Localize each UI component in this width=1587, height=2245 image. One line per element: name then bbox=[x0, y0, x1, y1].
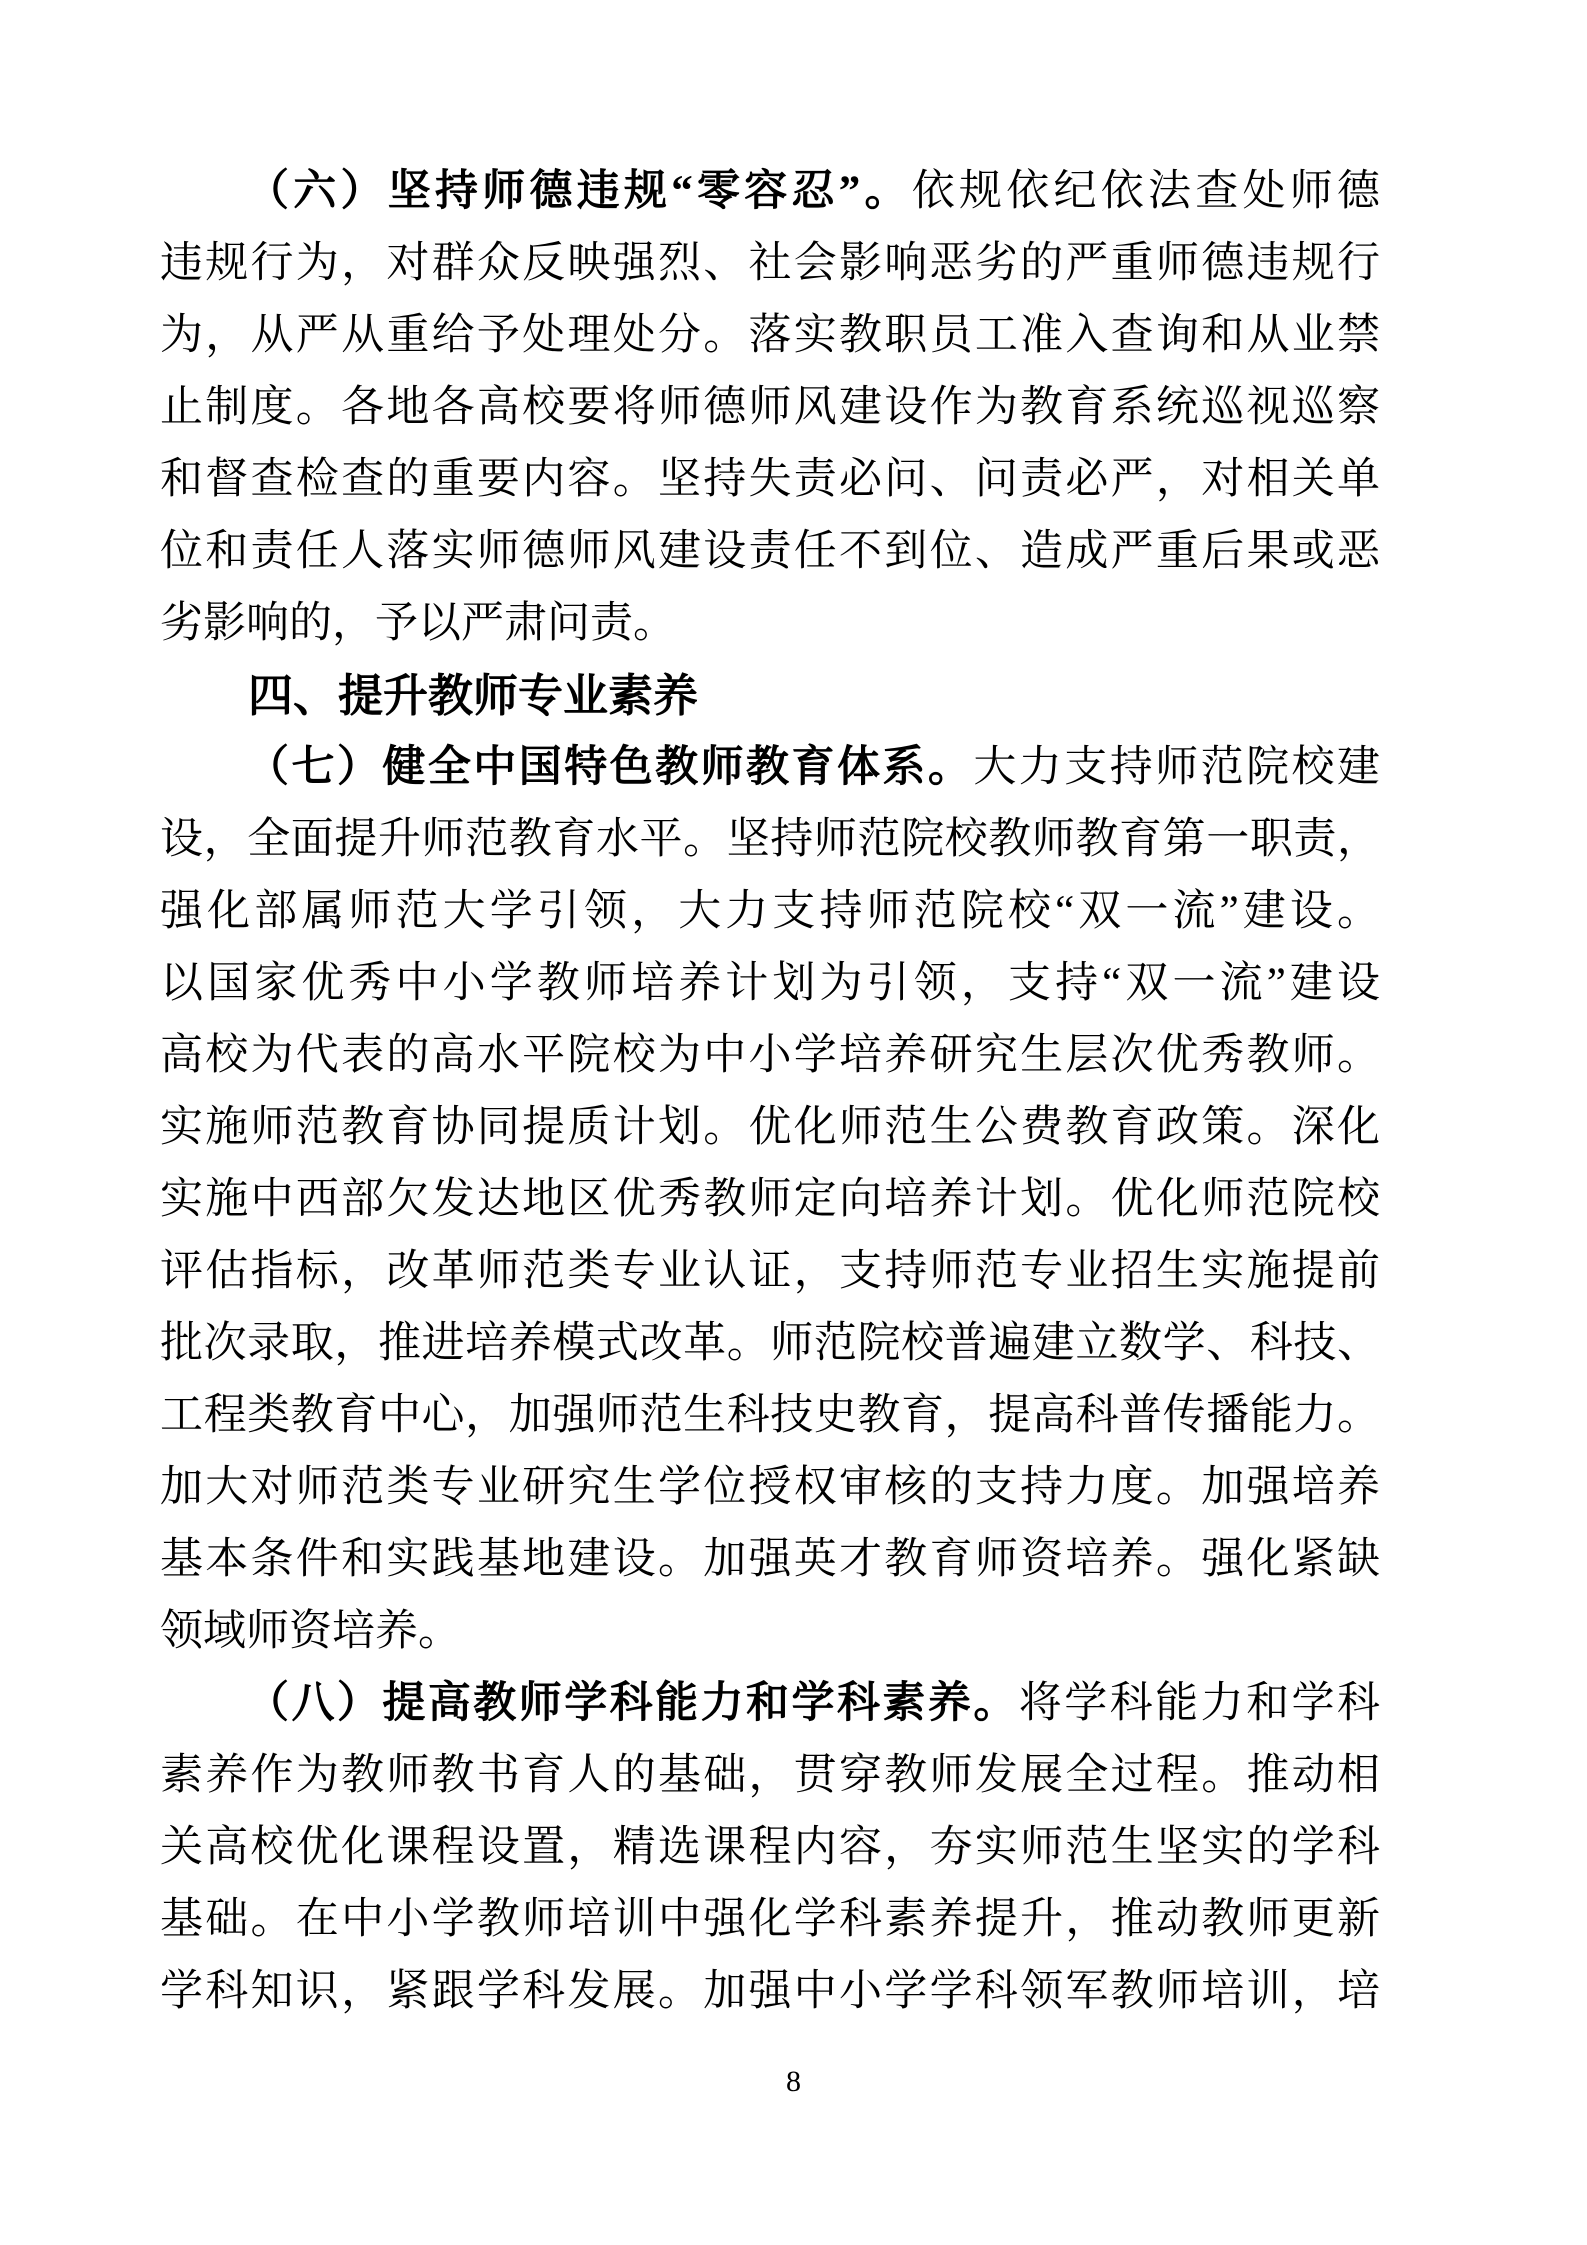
text-run: 实施中西部欠发达地区优秀教师定向培养计划。优化师范院校 bbox=[160, 1176, 1380, 1223]
document-body bbox=[160, 156, 1380, 2028]
text-run: 劣影响的，予以严肃问责。 bbox=[160, 600, 676, 647]
text-line bbox=[160, 156, 1380, 228]
text-run: 实施师范教育协同提质计划。优化师范生公费教育政策。深化 bbox=[160, 1104, 1380, 1151]
bold-text-run: （七）健全中国特色教师教育体系。 bbox=[246, 744, 974, 791]
page-number: 8 bbox=[786, 2065, 801, 2098]
text-line bbox=[160, 1092, 1380, 1164]
text-line bbox=[160, 1740, 1380, 1812]
text-line bbox=[160, 1308, 1380, 1380]
text-run: 依规依纪依法查处师德 bbox=[911, 168, 1380, 215]
text-line bbox=[160, 1164, 1380, 1236]
text-run: 关高校优化课程设置，精选课程内容，夯实师范生坚实的学科 bbox=[160, 1824, 1380, 1871]
text-run: 高校为代表的高水平院校为中小学培养研究生层次优秀教师。 bbox=[160, 1032, 1380, 1079]
text-run: 止制度。各地各高校要将师德师风建设作为教育系统巡视巡察 bbox=[160, 384, 1380, 431]
text-run: 将学科能力和学科 bbox=[1018, 1680, 1381, 1727]
text-run: 领域师资培养。 bbox=[160, 1608, 461, 1655]
text-run: 位和责任人落实师德师风建设责任不到位、造成严重后果或恶 bbox=[160, 528, 1380, 575]
text-line bbox=[160, 1956, 1380, 2028]
text-run: 和督查检查的重要内容。坚持失责必问、问责必严，对相关单 bbox=[160, 456, 1380, 503]
text-run: 评估指标，改革师范类专业认证，支持师范专业招生实施提前 bbox=[160, 1248, 1380, 1295]
text-run: 基本条件和实践基地建设。加强英才教育师资培养。强化紧缺 bbox=[160, 1536, 1380, 1583]
bold-text-run: （八）提高教师学科能力和学科素养。 bbox=[246, 1680, 1019, 1727]
text-run: 加大对师范类专业研究生学位授权审核的支持力度。加强培养 bbox=[160, 1464, 1380, 1511]
text-line bbox=[160, 372, 1380, 444]
text-run: 工程类教育中心，加强师范生科技史教育，提高科普传播能力。 bbox=[160, 1392, 1380, 1439]
bold-text-run: 四、提升教师专业素养 bbox=[248, 670, 699, 721]
text-line bbox=[160, 948, 1380, 1020]
text-line bbox=[160, 1452, 1380, 1524]
text-line bbox=[160, 732, 1380, 804]
text-run: 违规行为，对群众反映强烈、社会影响恶劣的严重师德违规行 bbox=[160, 240, 1380, 287]
text-run: 基础。在中小学教师培训中强化学科素养提升，推动教师更新 bbox=[160, 1896, 1380, 1943]
text-line bbox=[160, 1524, 1380, 1596]
text-run: 素养作为教师教书育人的基础，贯穿教师发展全过程。推动相 bbox=[160, 1752, 1380, 1799]
text-line bbox=[160, 1236, 1380, 1308]
text-line bbox=[160, 1020, 1380, 1092]
text-line bbox=[160, 516, 1380, 588]
text-run: 以国家优秀中小学教师培养计划为引领，支持“双一流”建设 bbox=[160, 960, 1380, 1007]
text-line bbox=[160, 588, 1380, 660]
text-run: 学科知识，紧跟学科发展。加强中小学学科领军教师培训，培 bbox=[160, 1968, 1380, 2015]
section-heading bbox=[160, 660, 1380, 732]
text-run: 大力支持师范院校建 bbox=[973, 744, 1381, 791]
text-line bbox=[160, 804, 1380, 876]
text-line bbox=[160, 444, 1380, 516]
text-line bbox=[160, 1380, 1380, 1452]
text-line bbox=[160, 1812, 1380, 1884]
text-line bbox=[160, 228, 1380, 300]
text-line bbox=[160, 300, 1380, 372]
text-run: 设，全面提升师范教育水平。坚持师范院校教师教育第一职责， bbox=[160, 816, 1380, 863]
text-run: 批次录取，推进培养模式改革。师范院校普遍建立数学、科技、 bbox=[160, 1320, 1380, 1367]
text-line bbox=[160, 1668, 1380, 1740]
text-run: 为，从严从重给予处理处分。落实教职员工准入查询和从业禁 bbox=[160, 312, 1380, 359]
text-line bbox=[160, 1884, 1380, 1956]
text-line bbox=[160, 1596, 1380, 1668]
text-line bbox=[160, 876, 1380, 948]
bold-text-run: （六）坚持师德违规“零容忍”。 bbox=[246, 168, 912, 215]
text-run: 强化部属师范大学引领，大力支持师范院校“双一流”建设。 bbox=[160, 888, 1380, 935]
